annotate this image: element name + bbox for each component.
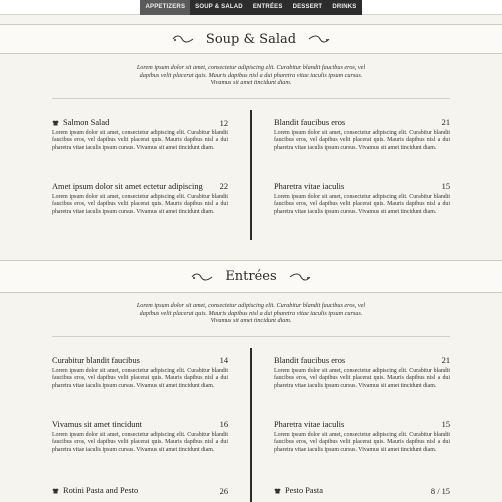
item-name: Vivamus sit amet tincidunt bbox=[52, 420, 142, 429]
menu-item[interactable] bbox=[274, 356, 450, 390]
item-name: Pharetra vitae iaculis bbox=[274, 182, 345, 191]
item-price: 12 bbox=[219, 118, 228, 128]
nav-item-drinks[interactable]: DRINKS bbox=[332, 4, 357, 10]
menu-item[interactable] bbox=[52, 182, 228, 216]
item-name: Salmon Salad bbox=[63, 118, 110, 127]
item-price: 8 / 15 bbox=[430, 486, 450, 496]
item-price: 22 bbox=[219, 182, 228, 191]
item-price: 14 bbox=[219, 356, 228, 365]
item-price: 15 bbox=[441, 420, 450, 429]
chef-hat-icon bbox=[52, 120, 59, 126]
item-description: Lorem ipsum dolor sit amet, consectetur adipiscing elit. Curabitur blandit faucibus eros, vel dapibus velit placerat quis. Mauris dapibus nisl a dui pharetra vitae iaculis ipsum cursus. Vivamus sit amet tincidunt diam. bbox=[52, 368, 228, 389]
section-title: Soup & Salad bbox=[205, 31, 297, 47]
nav-item-appetizers[interactable]: APPETIZERS bbox=[140, 0, 190, 15]
flourish-left-icon bbox=[172, 35, 194, 43]
divider bbox=[52, 98, 450, 99]
item-description: Lorem ipsum dolor sit amet, consectetur adipiscing elit. Curabitur blandit faucibus eros, vel dapibus velit placerat quis. Mauris dapibus nisl a dui pharetra vitae iaculis ipsum cursus. Vivamus sit amet tincidunt diam. bbox=[274, 432, 450, 453]
item-price: 16 bbox=[219, 420, 228, 429]
chef-hat-icon bbox=[274, 488, 281, 494]
section-title: Entrées bbox=[225, 269, 277, 284]
item-name: Rotini Pasta and Pesto bbox=[63, 486, 139, 495]
flourish-right-icon bbox=[289, 273, 311, 281]
menu-item[interactable] bbox=[274, 486, 450, 498]
item-name: Blandit faucibus eros bbox=[274, 356, 346, 365]
item-name: Amet ipsum dolor sit amet ectetur adipiscing bbox=[52, 182, 203, 191]
item-description: Lorem ipsum dolor sit amet, consectetur adipiscing elit. Curabitur blandit faucibus eros, vel dapibus velit placerat quis. Mauris dapibus nisl a dui pharetra vitae iaculis ipsum cursus. Vivamus sit amet tincidunt diam. bbox=[52, 432, 228, 453]
item-description: Lorem ipsum dolor sit amet, consectetur adipiscing elit. Curabitur blandit faucibus eros, vel dapibus velit placerat quis. Mauris dapibus nisl a dui pharetra vitae iaculis ipsum cursus. Vivamus sit amet tincidunt diam. bbox=[52, 130, 228, 151]
flourish-left-icon bbox=[191, 273, 213, 281]
item-description: Lorem ipsum dolor sit amet, consectetur adipiscing elit. Curabitur blandit faucibus eros, vel dapibus velit placerat quis. Mauris dapibus nisl a dui pharetra vitae iaculis ipsum cursus. Vivamus sit amet tincidunt diam. bbox=[274, 194, 450, 215]
menu-item[interactable] bbox=[52, 420, 228, 454]
column-divider bbox=[250, 110, 252, 240]
section-intro: Lorem ipsum dolor sit amet, consectetur adipiscing elit. Curabitur blandit faucibus eros, vel dapibus velit placerat quis. Mauris dapibus nisl a dui pharetra vitae iaculis ipsum cursus. Vivamus sit amet tincidunt diam. bbox=[136, 302, 366, 325]
item-description: Lorem ipsum dolor sit amet, consectetur adipiscing elit. Curabitur blandit faucibus eros, vel dapibus velit placerat quis. Mauris dapibus nisl a dui pharetra vitae iaculis ipsum cursus. Vivamus sit amet tincidunt diam. bbox=[274, 368, 450, 389]
column-divider bbox=[250, 348, 252, 502]
menu-item[interactable] bbox=[52, 356, 228, 390]
item-price: 15 bbox=[441, 182, 450, 191]
item-price: 26 bbox=[219, 486, 228, 496]
item-price: 21 bbox=[441, 356, 450, 365]
menu-item[interactable] bbox=[274, 182, 450, 216]
nav-item-soup-salad[interactable]: SOUP & SALAD bbox=[195, 4, 243, 10]
divider bbox=[52, 336, 450, 337]
item-name: Pesto Pasta bbox=[285, 486, 323, 495]
item-description: Lorem ipsum dolor sit amet, consectetur adipiscing elit. Curabitur blandit faucibus eros, vel dapibus velit placerat quis. Mauris dapibus nisl a dui pharetra vitae iaculis ipsum cursus. Vivamus sit amet tincidunt diam. bbox=[274, 130, 450, 151]
section-header-entrees bbox=[0, 260, 502, 293]
menu-item[interactable] bbox=[52, 486, 228, 498]
section-intro: Lorem ipsum dolor sit amet, consectetur adipiscing elit. Curabitur blandit faucibus eros, vel dapibus velit placerat quis. Mauris dapibus nisl a dui pharetra vitae iaculis ipsum cursus. Vivamus sit amet tincidunt diam. bbox=[136, 64, 366, 87]
flourish-right-icon bbox=[308, 35, 330, 43]
chef-hat-icon bbox=[52, 488, 59, 494]
item-description: Lorem ipsum dolor sit amet, consectetur adipiscing elit. Curabitur blandit faucibus eros, vel dapibus velit placerat quis. Mauris dapibus nisl a dui pharetra vitae iaculis ipsum cursus. Vivamus sit amet tincidunt diam. bbox=[52, 194, 228, 215]
menu-item[interactable] bbox=[52, 118, 228, 152]
nav-item-dessert[interactable]: DESSERT bbox=[292, 4, 323, 10]
nav-bar bbox=[140, 0, 361, 15]
top-nav bbox=[0, 0, 502, 15]
item-price: 21 bbox=[441, 118, 450, 127]
item-name: Curabitur blandit faucibus bbox=[52, 356, 140, 365]
item-name: Pharetra vitae iaculis bbox=[274, 420, 345, 429]
menu-item[interactable] bbox=[274, 118, 450, 152]
item-name: Blandit faucibus eros bbox=[274, 118, 346, 127]
menu-item[interactable] bbox=[274, 420, 450, 454]
section-header-soup-salad bbox=[0, 24, 502, 54]
nav-item-entrees[interactable]: ENTRÉES bbox=[252, 4, 283, 10]
